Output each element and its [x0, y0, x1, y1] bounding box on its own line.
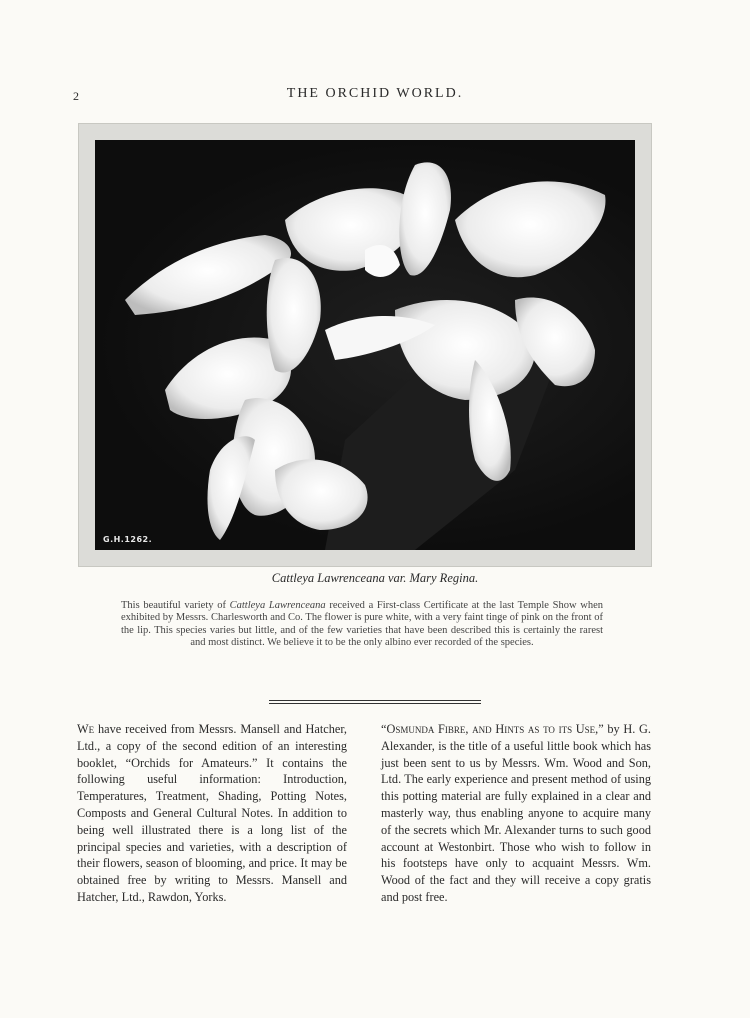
running-head: THE ORCHID WORLD.	[286, 86, 464, 101]
photo-plate	[78, 123, 652, 567]
right-column-lead: “Osmunda Fibre, and Hints as to its Use,”	[381, 722, 604, 736]
caption-lead: This beautiful variety of	[121, 600, 230, 611]
orchid-photograph	[95, 140, 635, 550]
left-column-paragraph	[77, 721, 347, 906]
divider-rule-top	[269, 700, 481, 701]
caption-species: Cattleya Lawrenceana	[229, 600, 326, 611]
right-column-paragraph	[381, 721, 651, 906]
caption-rest: received a First-class Certificate at the last Temple Show when exhibited by Messrs. Charlesworth and Co. The flower is pure white, with a very faint tinge of pink on the front of the lip. This species varies but little, and of the few varieties that have been described this is certainly the rarest and most distinct. We believe it to be the only albino ever recorded of the species.	[121, 600, 603, 649]
plate-code: G.H.1262.	[103, 535, 153, 544]
page-number: 2	[73, 89, 79, 103]
left-column-lead: We	[77, 722, 95, 736]
figure-caption-text	[121, 600, 603, 650]
divider-rule-bottom	[269, 703, 481, 704]
left-column-text: have received from Messrs. Mansell and Hatcher, Ltd., a copy of the second edition of an interesting booklet, “Orchids for Amateurs.” It contains the following useful information: Introduction, Temperatures, Treatment, Shading, Potting Notes, Composts and General Cultural Notes. In addition to being well illustrated there is a long list of the principal species and varieties, with a description of their flowers, season of blooming, and price. It may be obtained free by writing to Messrs. Mansell and Hatcher, Ltd., Rawdon, Yorks.	[77, 722, 347, 904]
figure-caption-title: Cattleya Lawrenceana var. Mary Regina.	[271, 571, 479, 585]
orchid-illustration	[95, 140, 635, 550]
right-column-text: by H. G. Alexander, is the title of a useful little book which has just been sent to us by Messrs. Wm. Wood and Son, Ltd. The early experience and present method of using this potting material are fully explained in a clear and masterly way, thus enabling anyone to acquire many of the secrets which Mr. Alexander turns to such good account at Westonbirt. Those who wish to follow in his footsteps have only to acquaint Messrs. Wm. Wood of the fact and they will receive a copy gratis and post free.	[381, 722, 651, 904]
